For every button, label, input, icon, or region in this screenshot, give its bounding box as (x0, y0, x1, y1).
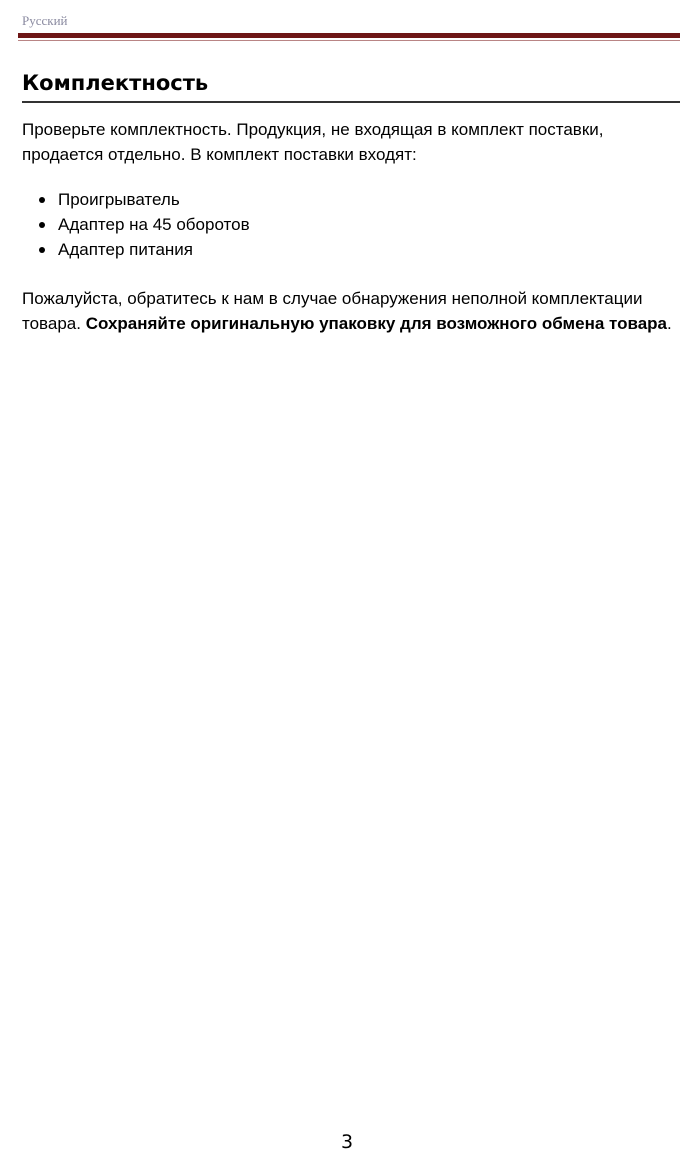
bullet-icon (39, 197, 45, 203)
header-language-label: Русский (22, 13, 68, 28)
header-rule-thin (18, 40, 680, 41)
section-title: Комплектность (22, 71, 209, 95)
list-item-label: Адаптер питания (58, 240, 193, 259)
note-text: Пожалуйста, обратитесь к нам в случае обнаружения неполной комплектации товара. (22, 289, 643, 333)
bullet-icon (39, 222, 45, 228)
page-number: 3 (340, 1131, 354, 1153)
note-paragraph (22, 286, 682, 336)
list-item-label: Проигрыватель (58, 190, 180, 209)
list-item (22, 187, 250, 212)
contents-list (22, 187, 250, 262)
intro-paragraph: Проверьте комплектность. Продукция, не входящая в комплект поставки, продается отдельно. В комплект поставки входят: (22, 120, 604, 164)
note-emphasis: Сохраняйте оригинальную упаковку для возможного обмена товара (85, 314, 668, 333)
bullet-icon (39, 247, 45, 253)
list-item (22, 237, 250, 262)
list-item-label: Адаптер на 45 оборотов (58, 215, 250, 234)
section-title-underline (22, 101, 680, 103)
list-item (22, 212, 250, 237)
header-rule-thick (18, 33, 680, 38)
note-period: . (667, 314, 672, 333)
